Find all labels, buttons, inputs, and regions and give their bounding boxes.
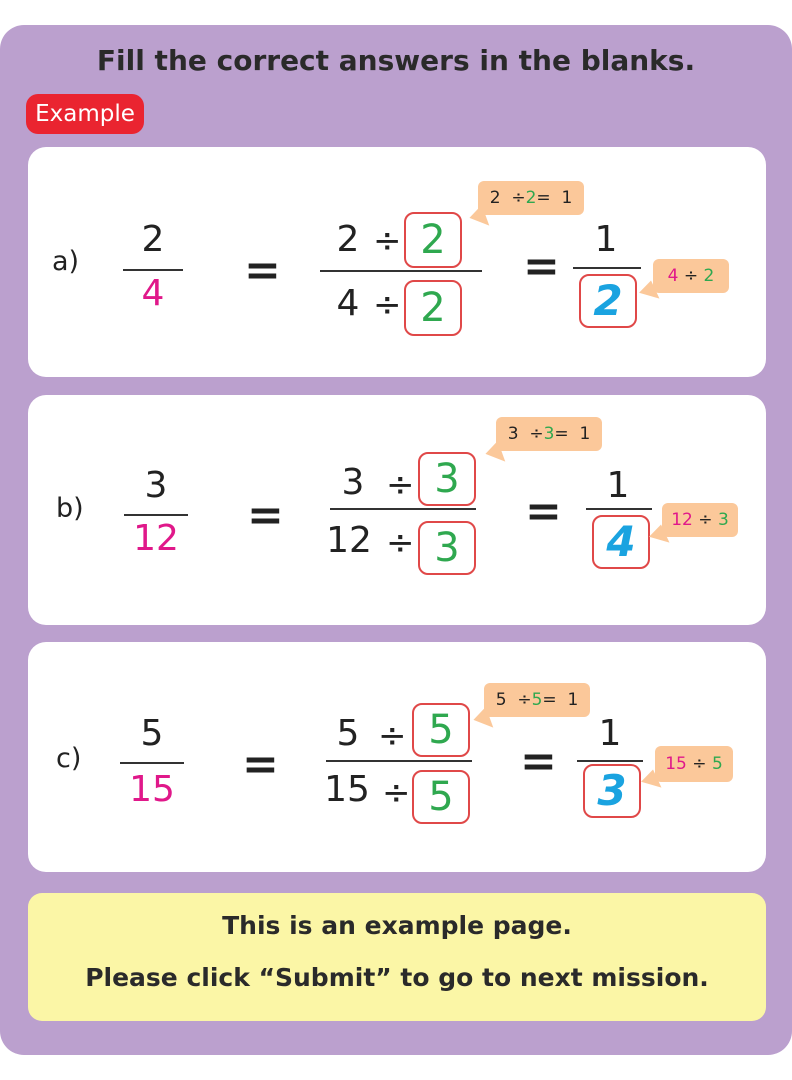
equals-sign: =	[242, 739, 279, 790]
problem-card-b	[28, 395, 766, 625]
dividend-numerator: 5	[336, 713, 360, 754]
equals-sign: =	[523, 241, 560, 292]
answer-box[interactable]: 2	[579, 274, 637, 328]
fraction-bar	[330, 508, 476, 510]
hint-bubble-top: 2 ÷2= 1	[478, 181, 584, 215]
notice-line-1: This is an example page.	[222, 911, 572, 940]
problem-card-c	[28, 642, 766, 872]
fraction-bar	[124, 514, 188, 516]
dividend-denominator: 12	[326, 520, 372, 561]
divisor-box-top[interactable]: 2	[404, 212, 462, 268]
answer-box[interactable]: 4	[592, 515, 650, 569]
result-numerator: 1	[606, 465, 630, 506]
result-numerator: 1	[594, 219, 618, 260]
fraction-bar	[573, 267, 641, 269]
hint-bubble-bottom: 15 ÷ 5	[655, 746, 733, 782]
divide-sign: ÷	[373, 285, 402, 325]
problem-card-a	[28, 147, 766, 377]
divide-sign: ÷	[373, 221, 402, 261]
hint-bubble-bottom: 4 ÷ 2	[653, 259, 729, 293]
dividend-denominator: 15	[324, 769, 370, 810]
page-title: Fill the correct answers in the blanks.	[96, 44, 696, 77]
divisor-box-bottom[interactable]: 2	[404, 280, 462, 336]
hint-bubble-top: 3 ÷3= 1	[496, 417, 602, 451]
fraction-bar	[123, 269, 183, 271]
hint-bubble-top: 5 ÷5= 1	[484, 683, 590, 717]
dividend-numerator: 3	[341, 462, 365, 503]
dividend-denominator: 4	[336, 283, 360, 324]
fraction-bar	[586, 508, 652, 510]
divisor-box-bottom[interactable]: 3	[418, 521, 476, 575]
fraction-numerator: 3	[144, 465, 168, 506]
divide-sign: ÷	[378, 716, 407, 756]
divide-sign: ÷	[382, 773, 411, 813]
equals-sign: =	[520, 736, 557, 787]
divisor-box-top[interactable]: 5	[412, 703, 470, 757]
divide-sign: ÷	[386, 465, 415, 505]
fraction-denominator: 12	[133, 518, 179, 559]
fraction-denominator: 4	[141, 273, 165, 314]
fraction-denominator: 15	[129, 769, 175, 810]
notice-box	[28, 893, 766, 1021]
problem-label: c)	[56, 743, 82, 774]
fraction-bar	[577, 760, 643, 762]
fraction-bar	[120, 762, 184, 764]
equals-sign: =	[247, 490, 284, 541]
fraction-numerator: 2	[141, 219, 165, 260]
divisor-box-bottom[interactable]: 5	[412, 770, 470, 824]
fraction-numerator: 5	[140, 713, 164, 754]
divisor-box-top[interactable]: 3	[418, 452, 476, 506]
result-numerator: 1	[598, 713, 622, 754]
example-badge: Example	[26, 94, 144, 134]
answer-box[interactable]: 3	[583, 764, 641, 818]
equals-sign: =	[244, 245, 281, 296]
dividend-numerator: 2	[336, 219, 360, 260]
fraction-bar	[320, 270, 482, 272]
problem-label: a)	[52, 246, 80, 277]
problem-label: b)	[56, 493, 84, 524]
hint-bubble-bottom: 12 ÷ 3	[662, 503, 738, 537]
equals-sign: =	[525, 486, 562, 537]
divide-sign: ÷	[386, 523, 415, 563]
notice-line-2: Please click “Submit” to go to next mission.	[85, 963, 709, 992]
fraction-bar	[326, 760, 472, 762]
